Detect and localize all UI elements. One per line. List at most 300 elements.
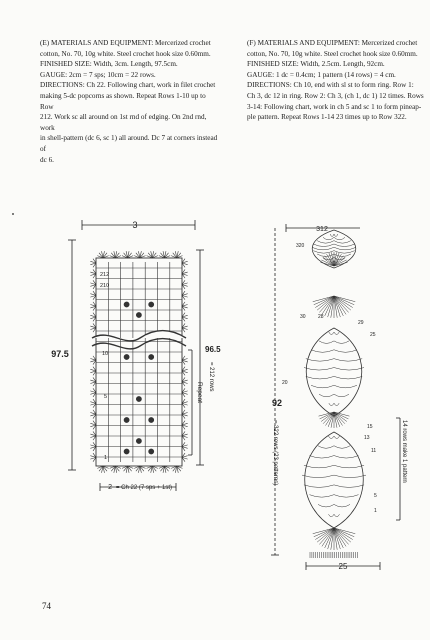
- pineapple-loop: [328, 436, 339, 439]
- shell-stitch: [182, 259, 185, 263]
- shell-stitch: [93, 291, 96, 295]
- shell-stitch: [148, 466, 152, 471]
- shell-stitch: [182, 283, 188, 285]
- shell-stitch: [182, 263, 185, 267]
- shell-stitch: [182, 391, 188, 393]
- popcorn-stitch: [124, 417, 129, 422]
- shell-stitch: [90, 294, 96, 296]
- shell-stitch: [182, 285, 185, 289]
- side-note: 14 rows make 1 pattern: [401, 420, 407, 483]
- shell-stitch: [140, 253, 144, 258]
- shell-stitch: [115, 256, 121, 258]
- shell-stitch: [182, 457, 188, 459]
- shell-stitch: [175, 466, 176, 473]
- shell-stitch: [90, 360, 96, 362]
- shell-stitch: [134, 256, 140, 258]
- fan-stitch: [328, 412, 334, 427]
- text-line: GAUGE: 1 dc = 0.4cm; 1 pattern (14 rows) = 4 cm.: [247, 70, 396, 79]
- fan-stitch: [334, 254, 341, 266]
- shell-stitch: [182, 295, 188, 297]
- pineapple-loop: [304, 465, 364, 468]
- popcorn-stitch: [149, 449, 154, 454]
- popcorn-stitch: [136, 312, 141, 317]
- shell-stitch: [90, 402, 96, 404]
- shell-stitch: [165, 466, 171, 468]
- shell-stitch: [182, 315, 188, 317]
- repeat-label: Repeat: [196, 382, 203, 403]
- bottom-note: = Ch 22 (7 sps + 1st): [116, 485, 173, 491]
- shell-stitch: [182, 423, 188, 425]
- pineapple-loop: [313, 244, 354, 247]
- text-line: in shell-pattern (dc 6, sc 1) all around. Dc 7 at corners instead of: [40, 134, 218, 153]
- popcorn-stitch: [136, 438, 141, 443]
- shell-stitch: [93, 421, 96, 425]
- fan-stitch: [319, 296, 334, 312]
- shell-stitch: [128, 251, 129, 258]
- shell-stitch: [177, 466, 178, 473]
- shell-stitch: [175, 251, 176, 258]
- shell-stitch: [165, 256, 171, 258]
- shell-stitch: [114, 466, 115, 473]
- shell-stitch: [103, 466, 109, 468]
- text-line: cotton, No. 70, 10g white. Steel crochet hook size 0.60mm.: [40, 49, 211, 58]
- shell-stitch: [115, 253, 119, 258]
- fan-stitch: [334, 412, 343, 426]
- fan-stitch: [317, 296, 334, 310]
- shell-stitch: [165, 466, 166, 473]
- shell-stitch: [93, 280, 96, 284]
- shell-stitch: [140, 256, 146, 258]
- shell-stitch: [182, 317, 188, 319]
- fan-stitch: [334, 296, 351, 310]
- shell-stitch: [90, 456, 96, 458]
- shell-stitch: [90, 434, 96, 436]
- text-line: (F) MATERIALS AND EQUIPMENT: Mercerized crochet: [247, 39, 418, 47]
- row-number: 28: [318, 314, 324, 320]
- shell-stitch: [136, 466, 140, 471]
- shell-stitch: [148, 253, 152, 258]
- fan-stitch: [334, 296, 349, 312]
- shell-stitch: [93, 447, 96, 451]
- shell-stitch: [182, 371, 188, 373]
- shell-stitch: [152, 253, 156, 258]
- row-number: 20: [282, 380, 288, 386]
- shell-stitch: [182, 421, 185, 425]
- pineapple-loop: [328, 514, 339, 517]
- shell-stitch: [182, 457, 185, 461]
- fan-stitch: [334, 528, 349, 544]
- row-number: 1: [104, 455, 108, 461]
- break-line: [92, 331, 186, 341]
- text-line: cotton, No. 70, 10g white. Steel crochet hook size 0.60mm.: [247, 49, 418, 58]
- shell-stitch: [93, 399, 96, 403]
- shell-stitch: [182, 306, 185, 310]
- shell-stitch: [93, 323, 96, 327]
- row-number: 29: [358, 320, 364, 326]
- fan-stitch: [334, 296, 337, 318]
- fan-stitch: [324, 256, 334, 266]
- shell-stitch: [171, 466, 177, 468]
- fan-stitch: [325, 528, 334, 548]
- top-label: 312: [316, 226, 328, 233]
- shell-stitch: [140, 466, 144, 471]
- fan-stitch: [325, 412, 334, 426]
- fan-stitch: [322, 296, 334, 314]
- shell-stitch: [182, 399, 185, 403]
- shell-stitch: [93, 457, 96, 461]
- fan-stitch: [334, 253, 339, 266]
- shell-stitch: [151, 251, 152, 258]
- shell-stitch: [182, 382, 185, 386]
- row-number: 1: [374, 508, 377, 514]
- shell-stitch: [90, 315, 96, 317]
- shell-stitch: [90, 382, 96, 384]
- shell-stitch: [182, 425, 188, 427]
- shell-stitch: [99, 466, 103, 471]
- row-number: 212: [100, 272, 110, 278]
- shell-stitch: [159, 466, 165, 468]
- fan-stitch: [319, 412, 334, 416]
- shell-stitch: [103, 256, 109, 258]
- fan-stitch: [334, 296, 343, 316]
- text-line: ple pattern. Repeat Rows 1-14 23 times up to Row 322.: [247, 113, 407, 122]
- shell-stitch: [128, 466, 132, 471]
- shell-stitch: [93, 377, 96, 381]
- shell-stitch: [173, 466, 177, 471]
- rows-label: = 322 rows (23 patterns): [272, 420, 278, 486]
- shell-stitch: [182, 280, 185, 284]
- shell-stitch: [102, 466, 103, 473]
- shell-stitch: [182, 403, 188, 405]
- text-line: 212. Work sc all around on 1st rnd of edging. On 2nd rnd, work: [40, 113, 207, 132]
- shell-stitch: [99, 253, 103, 258]
- shell-stitch: [115, 251, 116, 258]
- shell-stitch: [182, 306, 188, 308]
- bottom-value: 2: [108, 484, 112, 491]
- shell-stitch: [182, 261, 188, 263]
- row-number: 11: [371, 448, 377, 454]
- pineapple-loop: [306, 376, 362, 379]
- shell-stitch: [182, 263, 188, 265]
- shell-stitch: [93, 403, 96, 407]
- shell-stitch: [110, 466, 116, 468]
- pineapple-outline: [305, 432, 364, 528]
- fan-stitch: [327, 254, 334, 266]
- shell-stitch: [122, 256, 128, 258]
- fan-stitch: [334, 258, 345, 266]
- text-line: Ch 3, dc 12 in ring. Row 2: Ch 3, (ch 1, dc 1) 12 times. Rows: [247, 91, 424, 100]
- shell-stitch: [93, 431, 96, 435]
- shell-stitch: [182, 356, 185, 360]
- shell-stitch: [182, 313, 185, 317]
- shell-stitch: [90, 445, 96, 447]
- shell-stitch: [177, 256, 183, 258]
- shell-stitch: [90, 261, 96, 263]
- text-line: DIRECTIONS: Ch 10, end with sl st to form ring. Row 1:: [247, 81, 414, 90]
- fan-stitch: [317, 528, 334, 542]
- shell-stitch: [160, 253, 164, 258]
- row-number: 320: [296, 243, 305, 249]
- shell-stitch: [128, 466, 129, 473]
- fan-stitch: [331, 412, 334, 428]
- shell-stitch: [111, 466, 115, 471]
- strip-outline: [96, 258, 182, 466]
- shell-stitch: [182, 285, 188, 287]
- shell-stitch: [93, 382, 96, 386]
- pineapple-loop: [323, 257, 345, 260]
- pineapple-loop: [304, 485, 364, 488]
- row-number: 25: [370, 332, 376, 338]
- shell-stitch: [90, 436, 96, 438]
- shell-stitch: [182, 410, 185, 414]
- shell-stitch: [182, 371, 185, 375]
- shell-stitch: [136, 253, 140, 258]
- shell-stitch: [90, 317, 96, 319]
- shell-stitch: [177, 466, 181, 471]
- shell-stitch: [182, 412, 188, 414]
- fan-stitch: [322, 528, 334, 546]
- pineapple-loop: [302, 475, 366, 478]
- shell-stitch: [126, 466, 127, 473]
- shell-stitch: [115, 466, 119, 471]
- shell-stitch: [182, 445, 188, 447]
- shell-stitch: [93, 414, 96, 418]
- shell-stitch: [128, 253, 132, 258]
- row-number: 30: [300, 314, 306, 320]
- shell-stitch: [93, 410, 96, 414]
- row-number: 5: [374, 493, 377, 499]
- shell-stitch: [182, 295, 185, 299]
- fan-stitch: [334, 412, 345, 424]
- shell-stitch: [93, 360, 96, 364]
- shell-stitch: [93, 295, 96, 299]
- fan-stitch: [315, 528, 334, 540]
- shell-stitch: [182, 291, 185, 295]
- shell-stitch: [182, 317, 185, 321]
- shell-stitch: [182, 436, 188, 438]
- shell-stitch: [90, 447, 96, 449]
- pineapple-loop: [313, 251, 354, 254]
- shell-stitch: [90, 412, 96, 414]
- text-line: FINISHED SIZE: Width, 2.5cm. Length, 92cm.: [247, 60, 385, 69]
- shell-stitch: [182, 442, 185, 446]
- shell-stitch: [182, 274, 185, 278]
- shell-stitch: [128, 466, 134, 468]
- shell-stitch: [182, 456, 188, 458]
- pineapple-loop: [306, 359, 362, 362]
- shell-stitch: [90, 414, 96, 416]
- text-line: 3-14: Following chart, work in ch 5 and sc 1 to form pineap-: [247, 102, 422, 111]
- pineapple-loop: [330, 261, 338, 264]
- shell-stitch: [182, 414, 185, 418]
- shell-stitch: [182, 453, 185, 457]
- shell-stitch: [182, 402, 188, 404]
- fan-stitch: [334, 296, 346, 314]
- shell-stitch: [93, 425, 96, 429]
- shell-stitch: [182, 323, 185, 327]
- pineapple-loop: [311, 350, 357, 353]
- pineapple-loop: [323, 237, 345, 240]
- fan-stitch: [320, 262, 334, 266]
- pineapple-loop: [319, 394, 349, 397]
- fan-stitch: [334, 528, 351, 542]
- shell-stitch: [151, 466, 152, 473]
- row-number: 5: [104, 394, 108, 400]
- shell-stitch: [182, 302, 185, 306]
- shell-stitch: [90, 403, 96, 405]
- length-label: 97.5: [51, 349, 69, 359]
- shell-stitch: [93, 393, 96, 397]
- shell-stitch: [90, 274, 96, 276]
- break-line: [92, 339, 186, 349]
- shell-stitch: [182, 328, 188, 330]
- fan-stitch: [334, 412, 348, 419]
- fan-stitch: [334, 528, 353, 540]
- pineapple-loop: [318, 504, 350, 507]
- pineapple-loop: [317, 254, 351, 257]
- shell-stitch: [182, 447, 188, 449]
- shell-stitch: [93, 328, 96, 332]
- shell-stitch: [102, 251, 103, 258]
- fan-stitch: [314, 528, 334, 537]
- shell-stitch: [171, 256, 177, 258]
- shell-stitch: [182, 304, 188, 306]
- shell-stitch: [138, 251, 139, 258]
- popcorn-stitch: [124, 302, 129, 307]
- popcorn-stitch: [149, 417, 154, 422]
- row-number: 13: [364, 435, 370, 441]
- text-line: (E) MATERIALS AND EQUIPMENT: Mercerized crochet: [40, 39, 211, 47]
- popcorn-stitch: [124, 354, 129, 359]
- text-line: making 5-dc popcorns as shown. Repeat Rows 1-10 up to Row: [40, 91, 206, 111]
- fan-stitch: [334, 528, 354, 537]
- shell-stitch: [182, 328, 185, 332]
- shell-stitch: [177, 466, 183, 468]
- fan-stitch: [320, 412, 334, 419]
- shell-stitch: [90, 358, 96, 360]
- shell-stitch: [90, 304, 96, 306]
- shell-stitch: [90, 391, 96, 393]
- shell-stitch: [160, 466, 164, 471]
- fan-stitch: [321, 260, 334, 266]
- rows-label: = 212 rows: [208, 362, 214, 392]
- shell-stitch: [122, 466, 128, 468]
- fan-stitch: [329, 253, 334, 266]
- shell-stitch: [90, 283, 96, 285]
- fan-stitch: [334, 296, 355, 302]
- shell-stitch: [152, 466, 153, 473]
- shell-stitch: [93, 269, 96, 273]
- width-value: 25: [338, 562, 348, 571]
- popcorn-stitch: [149, 354, 154, 359]
- row-number: 210: [100, 283, 110, 289]
- shell-stitch: [93, 356, 96, 360]
- fan-stitch: [331, 252, 334, 266]
- fan-stitch: [313, 528, 334, 534]
- shell-stitch: [90, 295, 96, 297]
- shell-stitch: [163, 251, 164, 258]
- fan-stitch: [323, 258, 334, 266]
- pineapple-loop: [311, 385, 357, 388]
- fan-stitch: [334, 528, 340, 549]
- shell-stitch: [110, 256, 116, 258]
- fan-stitch: [323, 412, 334, 424]
- fan-stitch: [334, 412, 340, 427]
- shell-stitch: [93, 436, 96, 440]
- fan-stitch: [334, 296, 354, 305]
- shell-stitch: [152, 251, 153, 258]
- shell-stitch: [97, 466, 103, 468]
- pineapple-loop: [319, 341, 349, 344]
- shell-stitch: [93, 285, 96, 289]
- shell-stitch: [182, 380, 188, 382]
- popcorn-stitch: [124, 449, 129, 454]
- shell-stitch: [182, 294, 188, 296]
- scan-speck: [12, 213, 14, 215]
- row-number: 15: [367, 424, 373, 430]
- pineapple-loop: [329, 332, 339, 335]
- fan-stitch: [334, 260, 347, 266]
- fan-stitch: [334, 528, 337, 550]
- shell-stitch: [93, 371, 96, 375]
- shell-stitch: [90, 326, 96, 328]
- shell-stitch: [182, 382, 188, 384]
- pineapple-loop: [309, 456, 358, 459]
- pineapple-outline: [312, 230, 356, 268]
- shell-stitch: [182, 360, 185, 364]
- fan-stitch: [334, 296, 353, 308]
- shell-stitch: [163, 466, 164, 473]
- popcorn-stitch: [136, 396, 141, 401]
- length-value: 92: [271, 398, 283, 408]
- fan-stitch: [331, 528, 334, 550]
- fan-stitch: [328, 296, 334, 317]
- shell-stitch: [93, 274, 96, 278]
- shell-stitch: [93, 259, 96, 263]
- shell-stitch: [103, 466, 107, 471]
- height-value: 96.5: [205, 345, 221, 354]
- fan-stitch: [334, 412, 337, 428]
- shell-stitch: [182, 434, 188, 436]
- shell-stitch: [90, 306, 96, 308]
- shell-stitch: [93, 388, 96, 392]
- fan-stitch: [334, 412, 349, 416]
- pattern-e-directions: [40, 38, 218, 165]
- width-label: 3: [132, 220, 138, 230]
- shell-stitch: [159, 256, 165, 258]
- shell-stitch: [182, 414, 188, 416]
- fan-stitch: [331, 296, 334, 318]
- shell-stitch: [138, 466, 139, 473]
- fan-stitch: [334, 528, 355, 534]
- pineapple-loop: [317, 241, 351, 244]
- pineapple-loop: [318, 446, 350, 449]
- shell-stitch: [93, 263, 96, 267]
- shell-stitch: [152, 466, 156, 471]
- shell-stitch: [140, 251, 141, 258]
- shell-stitch: [147, 256, 153, 258]
- fan-stitch: [334, 528, 343, 548]
- shell-stitch: [90, 393, 96, 395]
- text-line: dc 6.: [40, 155, 54, 164]
- shell-stitch: [126, 251, 127, 258]
- fan-stitch: [334, 412, 347, 422]
- shell-stitch: [182, 269, 185, 273]
- shell-stitch: [90, 457, 96, 459]
- shell-stitch: [90, 328, 96, 330]
- row-number: 10: [102, 351, 109, 357]
- shell-stitch: [114, 251, 115, 258]
